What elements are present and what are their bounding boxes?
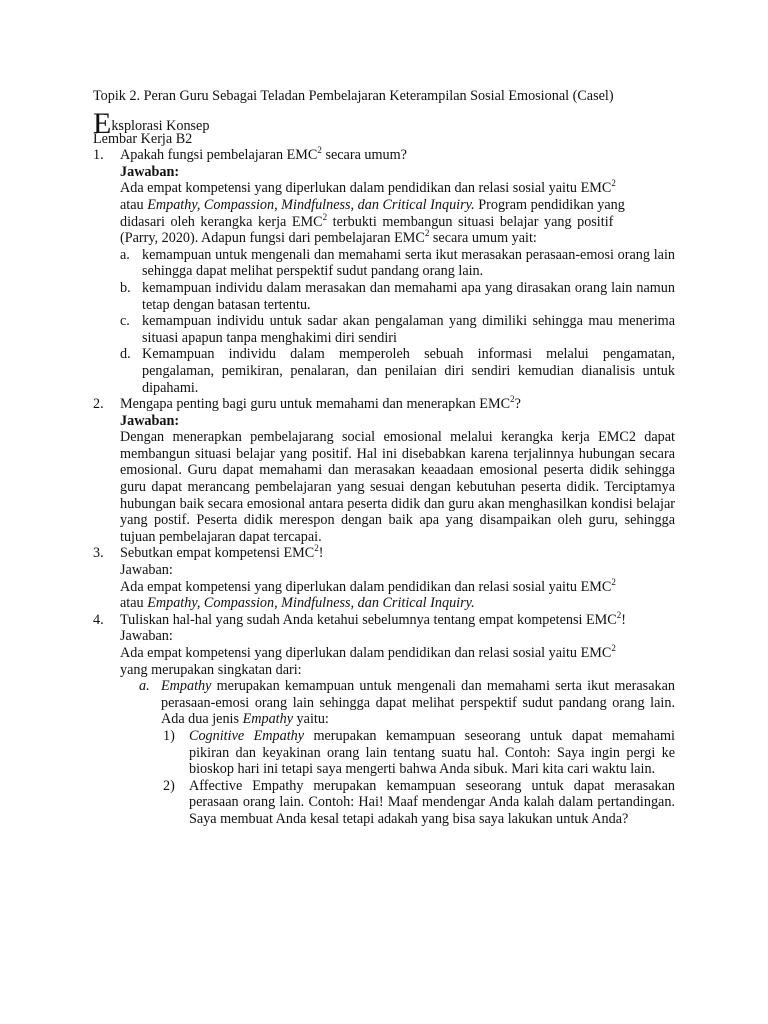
answer-line: Ada empat kompetensi yang diperlukan dalam pendidikan dan relasi sosial yaitu EMC$^2$ (120, 643, 616, 661)
answer-1 (120, 164, 675, 247)
list-item: c. kemampuan individu untuk sadar akan pengalaman yang dimiliki sehingga mau menerima situasi apapun tanpa menghakimi diri sendiri (120, 313, 675, 346)
question-3 (93, 545, 675, 562)
answer-3 (120, 562, 675, 612)
answer-line: yang merupakan singkatan dari: (120, 661, 302, 678)
answer-label: Jawaban: (120, 562, 173, 579)
answer-label: Jawaban: (120, 628, 173, 645)
question-text: Sebutkan empat kompetensi EMC$^2$! (120, 543, 324, 562)
answer-line: didasari oleh kerangka kerja EMC$^2$ terbukti membangun situasi belajar yang positif (120, 211, 614, 230)
answer-line: atau Empathy, Compassion, Mindfulness, dan Critical Inquiry. (120, 595, 475, 612)
question-text: Tuliskan hal-hal yang sudah Anda ketahui sebelumnya tentang empat kompetensi EMC$^2$! (120, 609, 626, 628)
answer-label: Jawaban: (120, 412, 180, 429)
question-text: Apakah fungsi pembelajaran EMC$^2$ secara umum? (120, 145, 407, 164)
worksheet-label: Lembar Kerja B2 (93, 130, 193, 147)
list-item: a. kemampuan untuk mengenali dan memahami serta ikut merasakan perasaan-emosi orang lain sehingga dapat melihat perspektif sudut pandang orang lain. (120, 246, 675, 280)
answer-paragraph: Dengan menerapkan pembelajarang social emosional melalui kerangka kerja EMC2 dapat membangun situasi belajar yang positif. Hal ini disebabkan karena terjalinnya hubungan secara emosional. Guru dapat memahami dan merasakan keaadaan emosional peserta didik sehingga guru dapat merancang pembelajaran yang sesuai dengan kebutuhan peserta didik. Terciptamya hubungan baik secara emosional antara peserta didik dan guru akan menghasilkan kondisi belajar yang postif. Peserta didik merespon dengan baik apa yang disampaikan oleh guru, sehingga tujuan pembelajaran dapat tercapai. (120, 429, 675, 545)
answer-line: Ada empat kompetensi yang diperlukan dalam pendidikan dan relasi sosial yaitu EMC$^2$ (120, 576, 616, 595)
section-heading-text: ksplorasi Konsep (111, 117, 210, 134)
answer-line: Ada empat kompetensi yang diperlukan dalam pendidikan dan relasi sosial yaitu EMC$^2$ (120, 178, 616, 197)
list-item: a. Empathy merupakan kemampuan untuk mengenali dan memahami serta ikut merasakan perasaan-emosi orang lain sehingga dapat melihat perspektif sudut pandang orang lain. Ada dua jenis Empathy yaitu: (139, 678, 675, 728)
question-text: Mengapa penting bagi guru untuk memahami dan menerapkan EMC$^2$? (120, 394, 521, 413)
question-number: 3. (93, 545, 104, 562)
question-4 (93, 609, 675, 629)
sub-list-item: 1) Cognitive Empathy merupakan kemampuan seseorang untuk dapat memahami pikiran dan keyakinan orang lain tentang suatu hal. Contoh: Saya ingin pergi ke bioskop hari ini tetapi saya mengerti bahwa Anda sibuk. Mari kita cari waktu lain. (163, 727, 675, 778)
answer-line: (Parry, 2020). Adapun fungsi dari pembelajaran EMC$^2$ secara umum yait: (120, 228, 537, 247)
question-number: 2. (93, 396, 104, 413)
question-1 (93, 147, 675, 164)
answer-line: atau Empathy, Compassion, Mindfulness, dan Critical Inquiry. Program pendidikan yang (120, 196, 625, 213)
question-number: 4. (93, 611, 104, 628)
answer-2 (120, 413, 675, 546)
sub-list-item: 2) Affective Empathy merupakan kemampuan seseorang untuk dapat merasakan perasaan orang lain. Contoh: Hai! Maaf mendengar Anda kalah dalam pertandingan. Saya membuat Anda kesal tetapi adakah yang bisa saya lakukan untuk Anda? (163, 777, 675, 827)
drop-cap: E (93, 106, 112, 140)
answer-4 (120, 628, 675, 678)
question-2 (93, 396, 675, 413)
list-item: d. Kemampuan individu dalam memperoleh sebuah informasi melalui pengamatan, pengalaman, pemikiran, penalaran, dan penilaian diri sendiri kemudian dianalisis untuk dipahami. (120, 346, 675, 396)
document-body (93, 88, 675, 828)
question-number: 1. (93, 147, 104, 164)
list-item: b. kemampuan individu dalam merasakan dan memahami apa yang dirasakan orang lain namun tetap dengan batasan tertentu. (120, 279, 675, 313)
topic-title: Topik 2. Peran Guru Sebagai Teladan Pembelajaran Keterampilan Sosial Emosional (Casel) (93, 88, 614, 104)
answer-label: Jawaban: (120, 163, 180, 180)
